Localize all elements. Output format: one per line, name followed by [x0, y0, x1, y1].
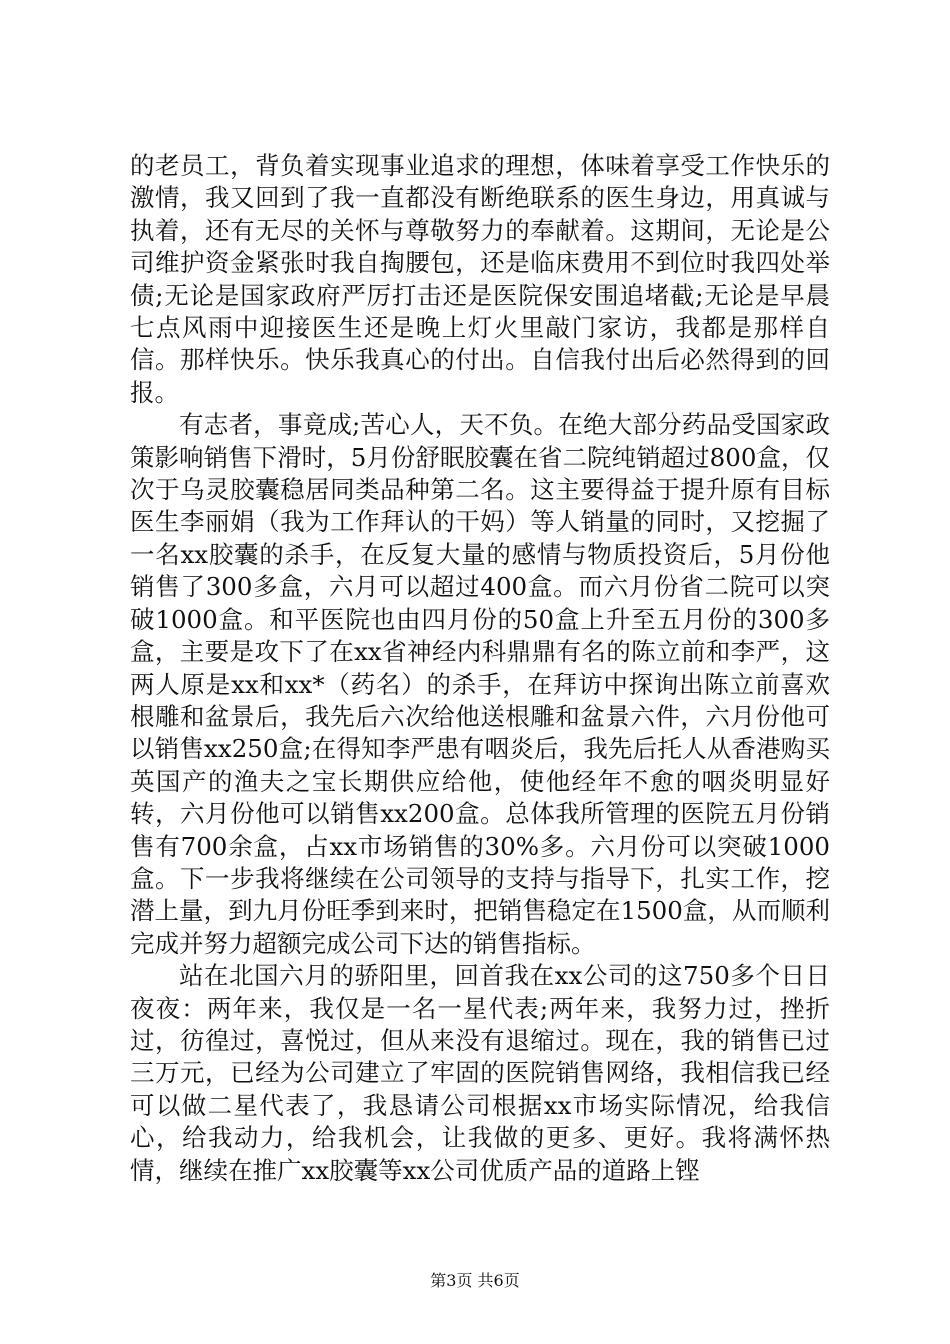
page-number-footer: 第3页 共6页	[430, 1271, 520, 1290]
body-text	[130, 150, 830, 1187]
paragraph-continuation: 的老员工，背负着实现事业追求的理想，体味着享受工作快乐的激情，我又回到了我一直都没有断绝联系的医生身边，用真诚与执着，还有无尽的关怀与尊敬努力的奉献着。这期间，无论是公司维护资金紧张时我自掏腰包，还是临床费用不到位时我四处举债;无论是国家政府严厉打击还是医院保安围追堵截;无论是早晨七点风雨中迎接医生还是晚上灯火里敲门家访，我都是那样自信。那样快乐。快乐我真心的付出。自信我付出后必然得到的回报。	[130, 151, 830, 407]
paragraph-reflection: 站在北国六月的骄阳里，回首我在xx公司的这750多个日日夜夜：两年来，我仅是一名一星代表;两年来，我努力过，挫折过，彷徨过，喜悦过，但从来没有退缩过。现在，我的销售已过三万元，已经为公司建立了牢固的医院销售网络，我相信我已经可以做二星代表了，我恳请公司根据xx市场实际情况，给我信心，给我动力，给我机会，让我做的更多、更好。我将满怀热情，继续在推广xx胶囊等xx公司优质产品的道路上铿	[130, 961, 830, 1185]
paragraph-sales-results: 有志者，事竟成;苦心人，天不负。在绝大部分药品受国家政策影响销售下滑时，5月份舒眠胶囊在省二院纯销超过800盒，仅次于乌灵胶囊稳居同类品种第二名。这主要得益于提升原有目标医生李丽娟（我为工作拜认的干妈）等人销量的同时，又挖掘了一名xx胶囊的杀手，在反复大量的感情与物质投资后，5月份他销售了300多盒，六月可以超过400盒。而六月份省二院可以突破1000盒。和平医院也由四月份的50盒上升至五月份的300多盒，主要是攻下了在xx省神经内科鼎鼎有名的陈立前和李严，这两人原是xx和xx*（药名）的杀手，在拜访中探询出陈立前喜欢根雕和盆景后，我先后六次给他送根雕和盆景六件，六月份他可以销售xx250盒;在得知李严患有咽炎后，我先后托人从香港购买英国产的渔夫之宝长期供应给他，使他经年不愈的咽炎明显好转，六月份他可以销售xx200盒。总体我所管理的医院五月份销售有700余盒，占xx市场销售的30%多。六月份可以突破1000盒。下一步我将继续在公司领导的支持与指导下，扎实工作，挖潜上量，到九月份旺季到来时，把销售稳定在1500盒，从而顺利完成并努力超额完成公司下达的销售指标。	[130, 410, 830, 958]
